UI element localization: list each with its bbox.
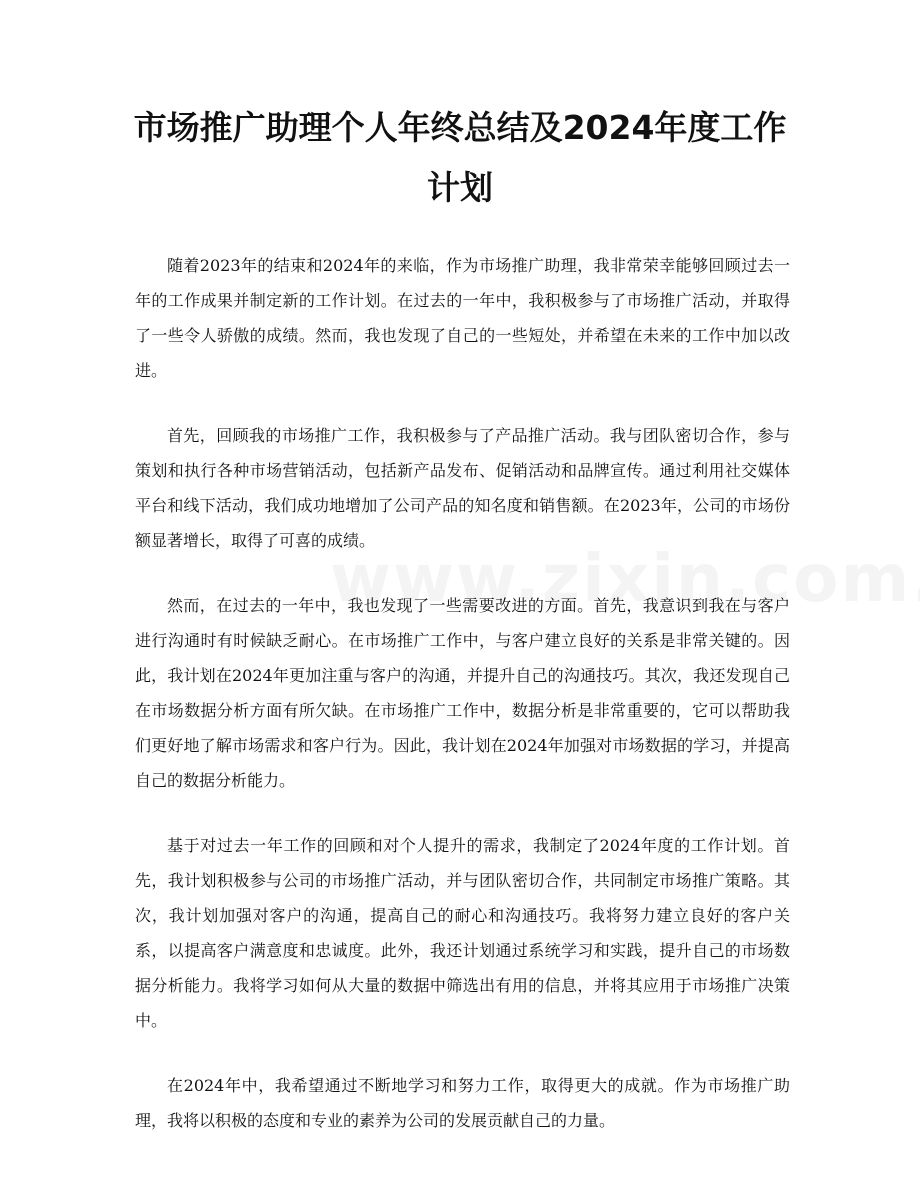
paragraph-4: 基于对过去一年工作的回顾和对个人提升的需求，我制定了2024年度的工作计划。首先，我计划积极参与公司的市场推广活动，并与团队密切合作，共同制定市场推广策略。其次，我计划加强对客户的沟通，提高自己的耐心和沟通技巧。我将努力建立良好的客户关系，以提高客户满意度和忠诚度。此外，我还计划通过系统学习和实践，提升自己的市场数据分析能力。我将学习如何从大量的数据中筛选出有用的信息，并将其应用于市场推广决策中。 [135,836,790,1030]
paragraph-5: 在2024年中，我希望通过不断地学习和努力工作，取得更大的成就。作为市场推广助理，我将以积极的态度和专业的素养为公司的发展贡献自己的力量。 [135,1076,790,1130]
document-title [110,98,810,218]
document-body [135,248,790,1168]
paragraph-1: 随着2023年的结束和2024年的来临，作为市场推广助理，我非常荣幸能够回顾过去一年的工作成果并制定新的工作计划。在过去的一年中，我积极参与了市场推广活动，并取得了一些令人骄傲的成绩。然而，我也发现了自己的一些短处，并希望在未来的工作中加以改进。 [135,256,790,380]
title-line-2: 计划 [427,168,493,207]
paragraph-3: 然而，在过去的一年中，我也发现了一些需要改进的方面。首先，我意识到我在与客户进行沟通时有时候缺乏耐心。在市场推广工作中，与客户建立良好的关系是非常关键的。因此，我计划在2024年更加注重与客户的沟通，并提升自己的沟通技巧。其次，我还发现自己在市场数据分析方面有所欠缺。在市场推广工作中，数据分析是非常重要的，它可以帮助我们更好地了解市场需求和客户行为。因此，我计划在2024年加强对市场数据的学习，并提高自己的数据分析能力。 [135,596,790,790]
paragraph-2: 首先，回顾我的市场推广工作，我积极参与了产品推广活动。我与团队密切合作，参与策划和执行各种市场营销活动，包括新产品发布、促销活动和品牌宣传。通过利用社交媒体平台和线下活动，我们成功地增加了公司产品的知名度和销售额。在2023年，公司的市场份额显著增长，取得了可喜的成绩。 [135,426,790,550]
title-line-1: 市场推广助理个人年终总结及2024年度工作 [133,108,787,147]
